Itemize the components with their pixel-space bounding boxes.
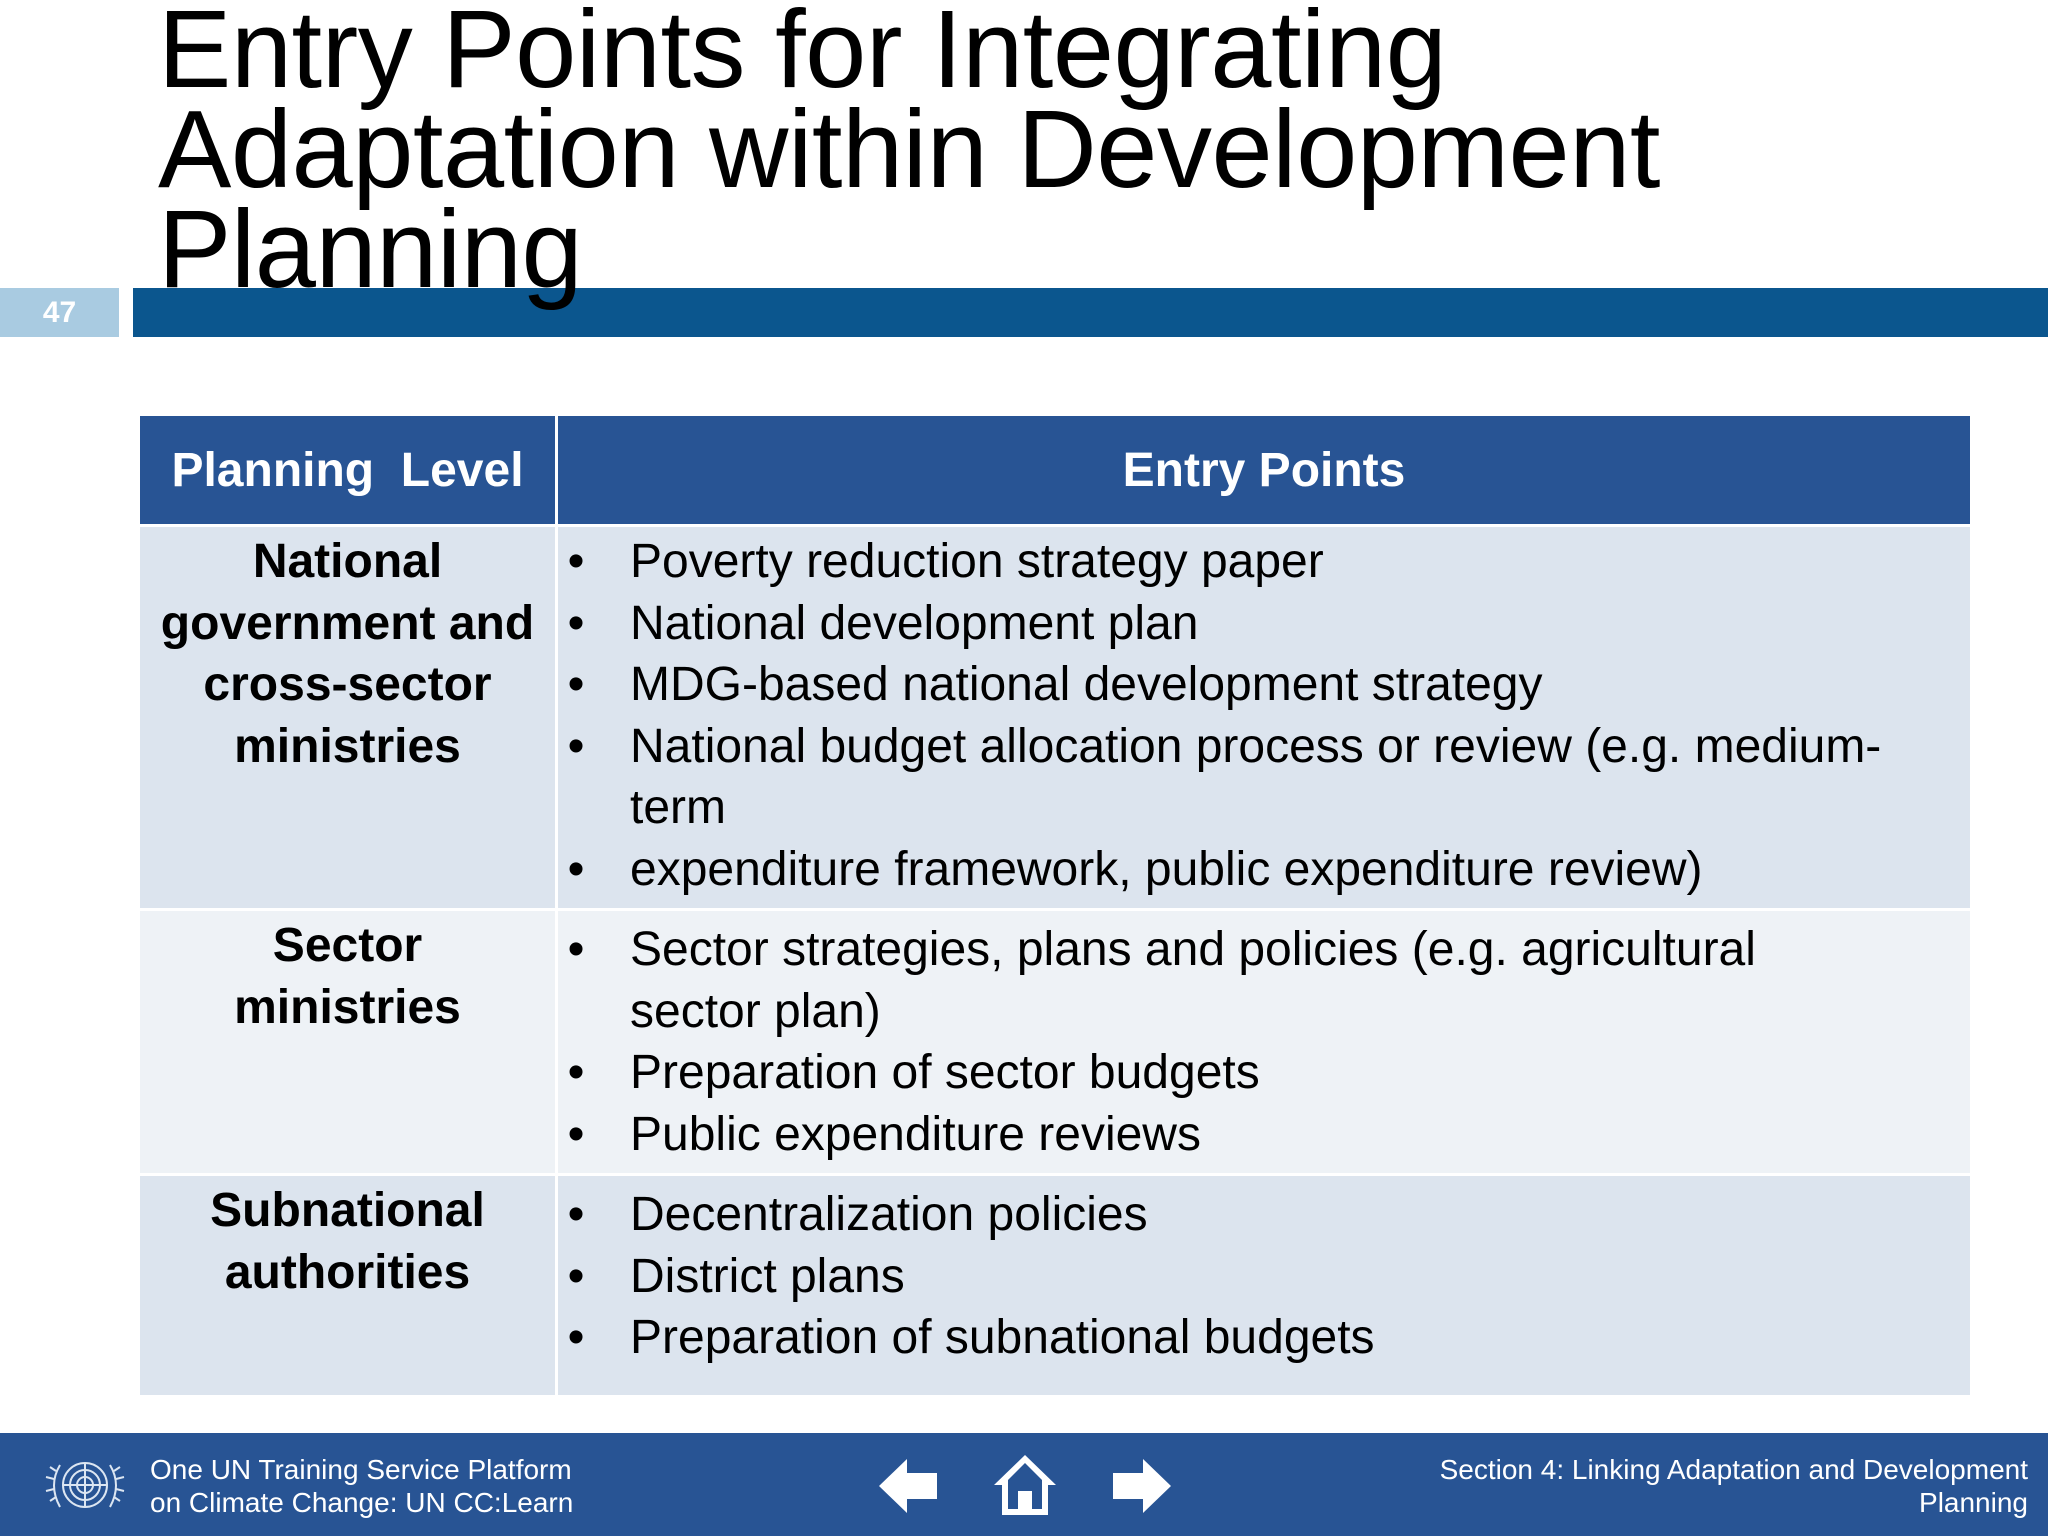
list-item <box>558 1307 1970 1369</box>
entry-points-list <box>558 527 1970 908</box>
list-item <box>558 531 1970 593</box>
table-header-row <box>139 415 1972 526</box>
slide-footer <box>0 1433 2048 1536</box>
slide-title-line: Entry Points for Integrating <box>158 0 1447 111</box>
entry-point-text: Poverty reduction strategy paper <box>630 535 1324 588</box>
entry-point-text: expenditure framework, public expenditure review) <box>630 842 1703 896</box>
footer-platform-text <box>150 1453 573 1519</box>
list-item <box>558 919 1870 1042</box>
footer-right-line: Section 4: Linking Adaptation and Development <box>1439 1454 2028 1485</box>
footer-section-text <box>1440 1453 2028 1519</box>
bullet-icon: • <box>567 923 585 976</box>
slide-number: 47 <box>0 288 119 337</box>
slide-title-line: Adaptation within Development <box>158 88 1660 211</box>
list-item <box>558 1104 1870 1166</box>
footer-left-line: on Climate Change: UN CC:Learn <box>150 1487 574 1518</box>
entry-point-text: Preparation of sector budgets <box>630 1046 1260 1099</box>
planning-level-cell: Sector ministries <box>139 910 557 1175</box>
entry-point-text: Sector strategies, plans and policies (e.g. agricultural sector plan) <box>630 923 1756 1038</box>
entry-points-table <box>137 413 1973 1398</box>
entry-points-cell <box>557 526 1972 910</box>
entry-point-text: National development plan <box>630 596 1199 650</box>
entry-point-text: District plans <box>630 1249 905 1303</box>
entry-point-text: Public expenditure reviews <box>630 1107 1201 1161</box>
planning-level-cell: National government and cross-sector ministries <box>139 526 557 910</box>
list-item <box>558 1246 1970 1308</box>
footer-left-line: One UN Training Service Platform <box>150 1454 572 1485</box>
bullet-icon: • <box>567 719 585 773</box>
slide-title-line: Planning <box>158 188 583 311</box>
list-item <box>558 1184 1970 1246</box>
bullet-icon: • <box>567 658 585 711</box>
entry-point-text: Decentralization policies <box>630 1188 1148 1241</box>
back-arrow-icon[interactable] <box>875 1451 945 1521</box>
bullet-icon: • <box>567 535 585 588</box>
list-item <box>558 716 1970 839</box>
bullet-icon: • <box>567 596 585 650</box>
list-item <box>558 839 1970 901</box>
list-item <box>558 654 1970 716</box>
list-item <box>558 1042 1870 1104</box>
entry-points-list <box>558 911 1970 1173</box>
planning-level-cell: Subnational authorities <box>139 1175 557 1397</box>
table-row <box>139 526 1972 910</box>
footer-right-line: Planning <box>1919 1487 2028 1518</box>
bullet-icon: • <box>567 1249 585 1303</box>
bullet-icon: • <box>567 1046 585 1099</box>
home-icon[interactable] <box>990 1451 1060 1521</box>
table-row <box>139 1175 1972 1397</box>
header-entry-points: Entry Points <box>557 415 1972 526</box>
bullet-icon: • <box>567 842 585 896</box>
bullet-icon: • <box>567 1188 585 1241</box>
table-row <box>139 910 1972 1175</box>
forward-arrow-icon[interactable] <box>1105 1451 1175 1521</box>
header-planning-level: Planning Level <box>139 415 557 526</box>
entry-point-text: National budget allocation process or review (e.g. medium-term <box>630 719 1882 834</box>
slide-title <box>158 0 2018 311</box>
entry-points-cell <box>557 910 1972 1175</box>
bullet-icon: • <box>567 1311 585 1364</box>
entry-point-text: MDG-based national development strategy <box>630 658 1543 711</box>
entry-points-cell <box>557 1175 1972 1397</box>
bullet-icon: • <box>567 1107 585 1161</box>
list-item <box>558 593 1970 655</box>
entry-point-text: Preparation of subnational budgets <box>630 1311 1375 1364</box>
un-emblem-icon <box>40 1445 130 1525</box>
entry-points-list <box>558 1176 1970 1395</box>
